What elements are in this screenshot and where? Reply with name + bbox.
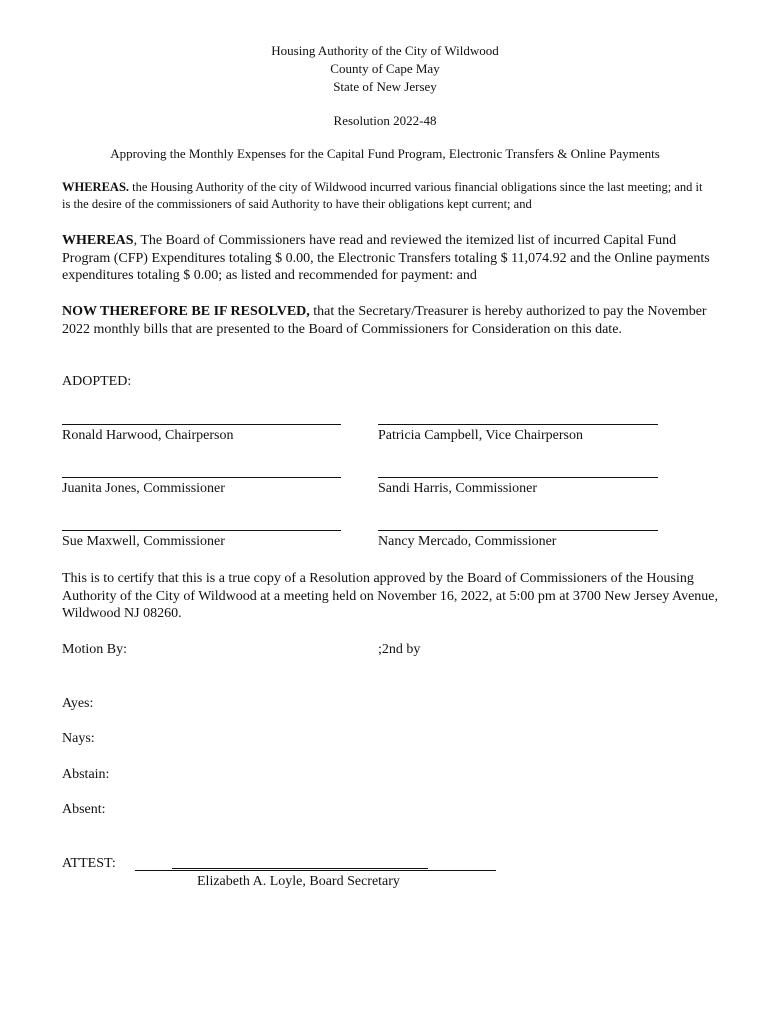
nays-label: Nays: xyxy=(62,731,95,746)
signatory-name: Sandi Harris, Commissioner xyxy=(378,481,538,496)
signature-line xyxy=(378,530,658,531)
resolution-number: Resolution 2022-48 xyxy=(333,113,437,128)
resolved-paragraph xyxy=(62,303,722,338)
whereas-text-2: , The Board of Commissioners have read and reviewed the itemized list of incurred Capital Fund Program (CFP) Expenditures totaling $ 0.00, the Electronic Transfers totaling $ 11,074.92 and the Online payments expenditures totaling $ 0.00; as listed and recommended for payment: and xyxy=(62,233,710,283)
whereas-paragraph-2 xyxy=(62,232,722,285)
signatory-name: Patricia Campbell, Vice Chairperson xyxy=(378,428,583,443)
signatory-name: Nancy Mercado, Commissioner xyxy=(378,534,557,549)
signature-line xyxy=(378,424,658,425)
signatory-name: Sue Maxwell, Commissioner xyxy=(62,534,225,549)
signatory-name: Juanita Jones, Commissioner xyxy=(62,481,225,496)
signature-line xyxy=(378,477,658,478)
attest-label: ATTEST: xyxy=(62,856,116,871)
resolved-text: that the Secretary/Treasurer is hereby authorized to pay the November 2022 monthly bills that are presented to the Board of Commissioners for Consideration on this date. xyxy=(62,304,707,337)
whereas-text-1: the Housing Authority of the city of Wildwood incurred various financial obligations since the last meeting; and it is the desire of the commissioners of said Authority to have their obligations kept current; and xyxy=(62,180,703,211)
certification-paragraph: This is to certify that this is a true copy of a Resolution approved by the Board of Commissioners of the Housing Authority of the City of Wildwood at a meeting held on November 16, 2022, at 5:00 pm at 3700 New Jersey Avenue, Wildwood NJ 08260. xyxy=(62,571,719,621)
signatory-name: Ronald Harwood, Chairperson xyxy=(62,428,234,443)
second-by-label: ;2nd by xyxy=(378,642,421,657)
resolution-subject: Approving the Monthly Expenses for the Capital Fund Program, Electronic Transfers & Online Payments xyxy=(110,146,660,161)
attest-name: Elizabeth A. Loyle, Board Secretary xyxy=(197,874,400,889)
whereas-paragraph-1 xyxy=(62,179,712,213)
signature-line xyxy=(62,530,341,531)
adopted-label: ADOPTED: xyxy=(62,374,132,389)
county-name: County of Cape May xyxy=(330,61,440,76)
org-name: Housing Authority of the City of Wildwood xyxy=(271,43,499,58)
attest-signature-line xyxy=(135,870,496,871)
state-name: State of New Jersey xyxy=(333,79,437,94)
attest-signature-underline xyxy=(172,868,428,869)
resolved-lead: NOW THEREFORE BE IF RESOLVED, xyxy=(62,304,310,319)
signature-line xyxy=(62,424,341,425)
abstain-label: Abstain: xyxy=(62,767,110,782)
motion-by-label: Motion By: xyxy=(62,642,127,657)
whereas-lead-2: WHEREAS xyxy=(62,233,134,248)
ayes-label: Ayes: xyxy=(62,696,94,711)
whereas-lead-1: WHEREAS. xyxy=(62,180,130,194)
signature-line xyxy=(62,477,341,478)
absent-label: Absent: xyxy=(62,802,106,817)
